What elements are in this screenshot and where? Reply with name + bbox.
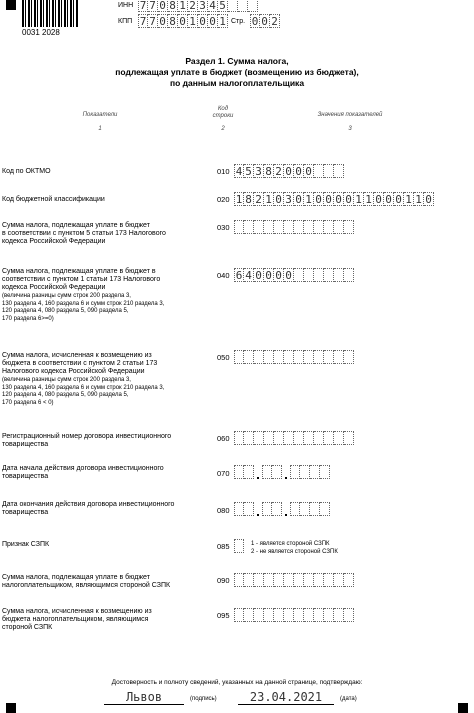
char-cell: 8 xyxy=(264,164,274,178)
row-code: 070 xyxy=(217,469,230,478)
char-cell: 3 xyxy=(198,0,208,12)
row-code: 060 xyxy=(217,434,230,443)
char-cell: 2 xyxy=(188,0,198,12)
char-cell: 1 xyxy=(264,192,274,206)
signature-value[interactable]: Львов xyxy=(125,690,163,704)
date-separator xyxy=(257,514,259,516)
char-cell: 5 xyxy=(218,0,228,12)
char-cell xyxy=(284,431,294,445)
char-cell: 4 xyxy=(244,268,254,282)
char-cell: 1 xyxy=(178,0,188,12)
end-date-day[interactable] xyxy=(234,502,254,516)
char-cell xyxy=(244,220,254,234)
inn-label: ИНН xyxy=(118,2,134,9)
start-date-year[interactable] xyxy=(290,465,330,479)
char-cell xyxy=(228,0,238,12)
char-cell xyxy=(294,350,304,364)
char-cell: 1 xyxy=(354,192,364,206)
end-date-month[interactable] xyxy=(262,502,282,516)
char-cell xyxy=(254,608,264,622)
start-date-month[interactable] xyxy=(262,465,282,479)
amount-030-field[interactable] xyxy=(234,220,354,234)
date-line xyxy=(238,704,334,705)
kpp-field[interactable] xyxy=(138,14,228,28)
oktmo-field[interactable] xyxy=(234,164,344,178)
char-cell xyxy=(314,608,324,622)
col-code: Код строки xyxy=(212,106,234,119)
char-cell xyxy=(254,431,264,445)
row-code: 010 xyxy=(217,167,230,176)
char-cell: 0 xyxy=(294,192,304,206)
char-cell: 0 xyxy=(254,268,264,282)
amount-090-field[interactable] xyxy=(234,573,354,587)
char-cell: 0 xyxy=(344,192,354,206)
row-code: 030 xyxy=(217,223,230,232)
char-cell: 1 xyxy=(414,192,424,206)
char-cell xyxy=(274,573,284,587)
char-cell: 0 xyxy=(274,268,284,282)
char-cell: 0 xyxy=(334,192,344,206)
char-cell xyxy=(314,350,324,364)
char-cell xyxy=(324,220,334,234)
row-label: Сумма налога, исчисленная к возмещению из бюджета в соответствии с пунктом 2 статьи 173 Налогового кодекса Российской Федерации xyxy=(2,352,158,375)
char-cell xyxy=(272,465,282,479)
char-cell: 0 xyxy=(284,164,294,178)
char-cell xyxy=(244,350,254,364)
row-code: 020 xyxy=(217,195,230,204)
char-cell xyxy=(294,608,304,622)
char-cell: 0 xyxy=(158,14,168,28)
row-label: Регистрационный номер договора инвестиционного товарищества xyxy=(2,433,172,448)
start-date-day[interactable] xyxy=(234,465,254,479)
confirmation-statement: Достоверность и полноту сведений, указанных на данной странице, подтверждаю: xyxy=(111,679,363,686)
amount-040-field[interactable] xyxy=(234,268,354,282)
signature-line xyxy=(104,704,184,705)
col-code-num: 2 xyxy=(221,126,225,132)
char-cell xyxy=(274,350,284,364)
char-cell: 0 xyxy=(394,192,404,206)
char-cell: 8 xyxy=(168,0,178,12)
inn-field[interactable] xyxy=(138,0,258,12)
char-cell: 0 xyxy=(384,192,394,206)
char-cell: 1 xyxy=(304,192,314,206)
char-cell xyxy=(234,465,244,479)
char-cell: 1 xyxy=(404,192,414,206)
char-cell: 0 xyxy=(178,14,188,28)
page-field[interactable] xyxy=(250,14,280,28)
char-cell xyxy=(290,502,300,516)
barcode xyxy=(22,0,78,27)
row-code: 095 xyxy=(217,611,230,620)
row-code: 085 xyxy=(217,542,230,551)
col-values-num: 3 xyxy=(348,126,352,132)
char-cell: 2 xyxy=(274,164,284,178)
corner-marker xyxy=(6,703,16,713)
char-cell: 1 xyxy=(364,192,374,206)
char-cell xyxy=(262,502,272,516)
col-indicators-num: 1 xyxy=(98,126,102,132)
char-cell xyxy=(324,350,334,364)
char-cell xyxy=(264,608,274,622)
row-label: Сумма налога, подлежащая уплате в бюджет в соответствии с пунктом 1 статьи 173 Налогового кодекса Российской Федерации xyxy=(2,268,161,291)
char-cell xyxy=(344,268,354,282)
szpk-options: 1 - является стороной СЗПК 2 - не является стороной СЗПК xyxy=(251,541,338,555)
kbk-field[interactable] xyxy=(234,192,434,206)
char-cell xyxy=(334,268,344,282)
char-cell: 0 xyxy=(251,15,259,28)
char-cell xyxy=(234,608,244,622)
kpp-label: КПП xyxy=(118,18,133,25)
page-label: Стр. xyxy=(231,18,246,25)
char-cell xyxy=(314,573,324,587)
row-code: 040 xyxy=(217,271,230,280)
barcode-number: 0031 2028 xyxy=(22,28,60,37)
char-cell xyxy=(264,573,274,587)
amount-050-field[interactable] xyxy=(234,350,354,364)
char-cell xyxy=(334,220,344,234)
char-cell xyxy=(324,164,334,178)
char-cell: 0 xyxy=(424,192,434,206)
row-code: 090 xyxy=(217,576,230,585)
char-cell xyxy=(272,502,282,516)
row-label: Сумма налога, подлежащая уплате в бюджет в соответствии с пунктом 5 статьи 173 Налогового кодекса Российской Федерации xyxy=(2,222,166,245)
char-cell xyxy=(334,164,344,178)
char-cell xyxy=(294,268,304,282)
char-cell: 7 xyxy=(139,15,147,28)
char-cell xyxy=(290,465,300,479)
char-cell xyxy=(234,431,244,445)
char-cell xyxy=(314,220,324,234)
char-cell xyxy=(244,502,254,516)
char-cell: 0 xyxy=(274,192,284,206)
char-cell xyxy=(294,431,304,445)
char-cell xyxy=(234,502,244,516)
char-cell xyxy=(264,431,274,445)
char-cell xyxy=(284,350,294,364)
col-values: Значения показателей xyxy=(317,112,383,118)
char-cell: 0 xyxy=(324,192,334,206)
char-cell: 5 xyxy=(244,164,254,178)
char-cell xyxy=(264,350,274,364)
char-cell xyxy=(234,220,244,234)
row-code: 080 xyxy=(217,506,230,515)
szpk-flag-field[interactable] xyxy=(234,539,244,553)
date-separator xyxy=(285,514,287,516)
section-title: Раздел 1. Сумма налога, подлежащая уплате в бюджет (возмещению из бюджета), по данным налогоплательщика xyxy=(115,56,359,88)
char-cell: 0 xyxy=(260,14,270,28)
date-caption: (дата) xyxy=(340,696,357,702)
char-cell xyxy=(344,350,354,364)
char-cell: 2 xyxy=(270,14,280,28)
row-label: Сумма налога, подлежащая уплате в бюджет налогоплательщиком, являющимся стороной СЗПК xyxy=(2,574,171,589)
char-cell xyxy=(304,350,314,364)
char-cell xyxy=(334,350,344,364)
char-cell xyxy=(274,220,284,234)
char-cell xyxy=(344,431,354,445)
char-cell xyxy=(324,573,334,587)
char-cell: 0 xyxy=(294,164,304,178)
corner-marker xyxy=(6,0,16,10)
char-cell xyxy=(314,164,324,178)
char-cell xyxy=(248,0,258,12)
char-cell xyxy=(274,608,284,622)
char-cell xyxy=(274,431,284,445)
char-cell: 7 xyxy=(148,0,158,12)
char-cell: 1 xyxy=(235,193,243,206)
char-cell xyxy=(244,608,254,622)
date-separator xyxy=(257,477,259,479)
char-cell: 8 xyxy=(168,14,178,28)
char-cell xyxy=(304,431,314,445)
date-separator xyxy=(285,477,287,479)
char-cell: 4 xyxy=(235,165,243,178)
char-cell: 0 xyxy=(374,192,384,206)
char-cell xyxy=(284,220,294,234)
char-cell xyxy=(304,608,314,622)
char-cell: 0 xyxy=(314,192,324,206)
char-cell xyxy=(244,573,254,587)
char-cell: 1 xyxy=(218,14,228,28)
char-cell xyxy=(310,465,320,479)
row-note: (величина разницы сумм строк 200 раздела 3, 130 раздела 4, 160 раздела 6 и сумм строк 210 раздела 3, 120 раздела 4, 080 раздела 5, 090 раздела 5, 170 раздела 6 < 0) xyxy=(2,377,165,406)
char-cell xyxy=(284,608,294,622)
char-cell xyxy=(304,220,314,234)
char-cell xyxy=(304,268,314,282)
row-label: Код бюджетной классификации xyxy=(2,196,105,203)
contract-number-field[interactable] xyxy=(234,431,354,445)
char-cell: 4 xyxy=(208,0,218,12)
char-cell: 0 xyxy=(284,268,294,282)
amount-095-field[interactable] xyxy=(234,608,354,622)
row-label: Код по ОКТМО xyxy=(2,168,51,175)
char-cell xyxy=(320,465,330,479)
char-cell xyxy=(254,220,264,234)
end-date-year[interactable] xyxy=(290,502,330,516)
char-cell xyxy=(324,608,334,622)
char-cell: 7 xyxy=(148,14,158,28)
char-cell xyxy=(294,573,304,587)
char-cell: 6 xyxy=(235,269,243,282)
char-cell xyxy=(300,465,310,479)
row-code: 050 xyxy=(217,353,230,362)
char-cell xyxy=(344,573,354,587)
row-label: Сумма налога, исчисленная к возмещению из бюджета налогоплательщиком, являющимся стороной СЗПК xyxy=(2,608,152,631)
char-cell xyxy=(324,431,334,445)
char-cell xyxy=(234,350,244,364)
char-cell xyxy=(284,573,294,587)
char-cell xyxy=(344,608,354,622)
char-cell: 8 xyxy=(244,192,254,206)
char-cell xyxy=(234,539,244,553)
signature-caption: (подпись) xyxy=(190,696,217,702)
char-cell xyxy=(254,350,264,364)
char-cell xyxy=(334,608,344,622)
char-cell xyxy=(324,268,334,282)
row-label: Признак СЗПК xyxy=(2,541,50,548)
corner-marker xyxy=(458,703,468,713)
char-cell xyxy=(300,502,310,516)
char-cell xyxy=(244,431,254,445)
char-cell xyxy=(234,573,244,587)
char-cell xyxy=(304,573,314,587)
char-cell xyxy=(320,502,330,516)
date-value[interactable]: 23.04.2021 xyxy=(249,690,323,704)
row-label: Дата окончания действия договора инвестиционного товарищества xyxy=(2,501,175,516)
char-cell xyxy=(314,431,324,445)
char-cell: 7 xyxy=(139,0,147,12)
char-cell xyxy=(264,220,274,234)
char-cell: 3 xyxy=(254,164,264,178)
char-cell xyxy=(314,268,324,282)
char-cell: 1 xyxy=(188,14,198,28)
char-cell: 0 xyxy=(198,14,208,28)
char-cell xyxy=(310,502,320,516)
char-cell xyxy=(334,431,344,445)
char-cell: 2 xyxy=(254,192,264,206)
row-note: (величина разницы сумм строк 200 раздела 3, 130 раздела 4, 160 раздела 6 и сумм строк 210 раздела 3, 120 раздела 4, 080 раздела 5, 090 раздела 5, 170 раздела 6>=0) xyxy=(2,293,165,322)
char-cell xyxy=(344,220,354,234)
char-cell: 0 xyxy=(304,164,314,178)
row-label: Дата начала действия договора инвестиционного товарищества xyxy=(2,465,164,480)
char-cell xyxy=(334,573,344,587)
char-cell: 3 xyxy=(284,192,294,206)
char-cell xyxy=(244,465,254,479)
char-cell xyxy=(238,0,248,12)
col-indicators: Показатели xyxy=(82,112,118,118)
char-cell xyxy=(294,220,304,234)
char-cell: 0 xyxy=(158,0,168,12)
char-cell xyxy=(262,465,272,479)
char-cell xyxy=(254,573,264,587)
char-cell: 0 xyxy=(264,268,274,282)
char-cell: 0 xyxy=(208,14,218,28)
